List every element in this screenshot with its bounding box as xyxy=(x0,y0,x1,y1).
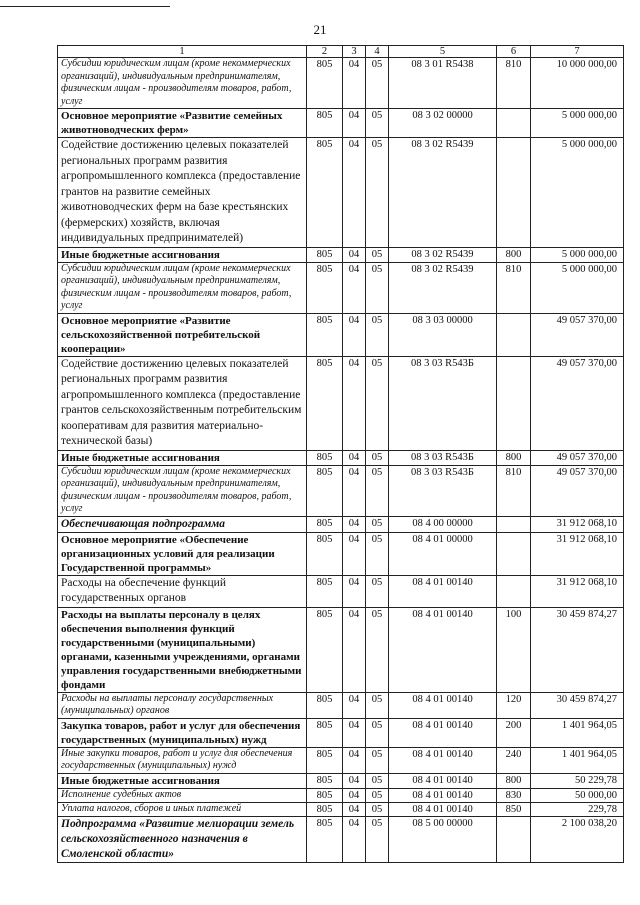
row-name: Иные бюджетные ассигнования xyxy=(58,247,307,262)
row-c7: 31 912 068,10 xyxy=(531,575,624,607)
table-row xyxy=(58,138,624,248)
row-c4: 05 xyxy=(366,313,389,356)
row-name: Иные закупки товаров, работ и услуг для обеспечения государственных (муниципальных) нужд xyxy=(58,747,307,773)
row-name: Иные бюджетные ассигнования xyxy=(58,773,307,788)
row-c2: 805 xyxy=(307,692,343,718)
row-c2: 805 xyxy=(307,109,343,138)
header-cell: 4 xyxy=(366,46,389,58)
table-row xyxy=(58,450,624,465)
table-row xyxy=(58,313,624,356)
row-c5: 08 3 03 R543Б xyxy=(389,450,497,465)
row-name: Основное мероприятие «Обеспечение организационных условий для реализации Государственной программы» xyxy=(58,532,307,575)
table-row xyxy=(58,516,624,532)
row-c4: 05 xyxy=(366,465,389,516)
table-row xyxy=(58,802,624,816)
row-c2: 805 xyxy=(307,575,343,607)
row-c7: 5 000 000,00 xyxy=(531,138,624,248)
row-c6 xyxy=(497,816,531,862)
row-c5: 08 5 00 00000 xyxy=(389,816,497,862)
row-c3: 04 xyxy=(343,465,366,516)
row-c3: 04 xyxy=(343,816,366,862)
row-c7: 31 912 068,10 xyxy=(531,516,624,532)
table-row xyxy=(58,247,624,262)
row-c6: 100 xyxy=(497,607,531,692)
header-cell: 1 xyxy=(58,46,307,58)
row-c7: 49 057 370,00 xyxy=(531,356,624,450)
row-c7: 229,78 xyxy=(531,802,624,816)
table-row xyxy=(58,773,624,788)
row-c2: 805 xyxy=(307,465,343,516)
row-c5: 08 3 02 00000 xyxy=(389,109,497,138)
row-c3: 04 xyxy=(343,718,366,747)
table-row xyxy=(58,747,624,773)
row-c4: 05 xyxy=(366,575,389,607)
row-c6: 800 xyxy=(497,247,531,262)
row-c7: 1 401 964,05 xyxy=(531,718,624,747)
row-c5: 08 3 03 R543Б xyxy=(389,465,497,516)
row-c3: 04 xyxy=(343,356,366,450)
row-c4: 05 xyxy=(366,747,389,773)
row-c4: 05 xyxy=(366,532,389,575)
row-c7: 49 057 370,00 xyxy=(531,313,624,356)
row-c5: 08 4 00 00000 xyxy=(389,516,497,532)
row-c6 xyxy=(497,138,531,248)
row-c3: 04 xyxy=(343,247,366,262)
row-c5: 08 4 01 00000 xyxy=(389,532,497,575)
row-c7: 30 459 874,27 xyxy=(531,607,624,692)
row-name: Обеспечивающая подпрограмма xyxy=(58,516,307,532)
budget-table xyxy=(57,45,624,863)
row-c7: 5 000 000,00 xyxy=(531,262,624,313)
row-c5: 08 4 01 00140 xyxy=(389,607,497,692)
row-c6: 800 xyxy=(497,773,531,788)
row-c5: 08 3 02 R5439 xyxy=(389,262,497,313)
row-c3: 04 xyxy=(343,313,366,356)
row-c6 xyxy=(497,532,531,575)
header-cell: 7 xyxy=(531,46,624,58)
row-c3: 04 xyxy=(343,109,366,138)
row-name: Расходы на выплаты персоналу государственных (муниципальных) органов xyxy=(58,692,307,718)
row-c3: 04 xyxy=(343,575,366,607)
row-c6 xyxy=(497,109,531,138)
row-c3: 04 xyxy=(343,138,366,248)
row-c6 xyxy=(497,356,531,450)
row-c4: 05 xyxy=(366,109,389,138)
row-c3: 04 xyxy=(343,773,366,788)
header-cell: 3 xyxy=(343,46,366,58)
row-c7: 50 000,00 xyxy=(531,788,624,802)
row-c2: 805 xyxy=(307,788,343,802)
row-c6: 120 xyxy=(497,692,531,718)
row-c7: 2 100 038,20 xyxy=(531,816,624,862)
row-c7: 5 000 000,00 xyxy=(531,109,624,138)
row-c3: 04 xyxy=(343,747,366,773)
row-c3: 04 xyxy=(343,802,366,816)
row-c7: 5 000 000,00 xyxy=(531,247,624,262)
row-c5: 08 4 01 00140 xyxy=(389,788,497,802)
row-c2: 805 xyxy=(307,138,343,248)
row-c2: 805 xyxy=(307,247,343,262)
row-c7: 31 912 068,10 xyxy=(531,532,624,575)
row-c4: 05 xyxy=(366,138,389,248)
row-c4: 05 xyxy=(366,58,389,109)
table-row xyxy=(58,262,624,313)
row-c3: 04 xyxy=(343,532,366,575)
row-c3: 04 xyxy=(343,692,366,718)
row-c4: 05 xyxy=(366,450,389,465)
row-name: Расходы на выплаты персоналу в целях обеспечения выполнения функций государственными (муниципальными) органами, казенными учреждениями, органами управления государственными внебюджетными фондами xyxy=(58,607,307,692)
row-c7: 10 000 000,00 xyxy=(531,58,624,109)
top-rule xyxy=(0,6,170,7)
row-name: Субсидии юридическим лицам (кроме некоммерческих организаций), индивидуальным предпринимателям, физическим лицам - производителям товаров, работ, услуг xyxy=(58,465,307,516)
row-c7: 49 057 370,00 xyxy=(531,450,624,465)
row-name: Закупка товаров, работ и услуг для обеспечения государственных (муниципальных) нужд xyxy=(58,718,307,747)
table-row xyxy=(58,607,624,692)
row-c5: 08 4 01 00140 xyxy=(389,718,497,747)
row-c2: 805 xyxy=(307,356,343,450)
row-c7: 49 057 370,00 xyxy=(531,465,624,516)
row-c3: 04 xyxy=(343,58,366,109)
table-row xyxy=(58,575,624,607)
row-c4: 05 xyxy=(366,802,389,816)
row-c4: 05 xyxy=(366,788,389,802)
row-c7: 30 459 874,27 xyxy=(531,692,624,718)
row-c6: 240 xyxy=(497,747,531,773)
row-c4: 05 xyxy=(366,718,389,747)
row-name: Подпрограмма «Развитие мелиорации земель сельскохозяйственного назначения в Смоленской области» xyxy=(58,816,307,862)
row-c5: 08 4 01 00140 xyxy=(389,747,497,773)
row-c6 xyxy=(497,516,531,532)
row-c3: 04 xyxy=(343,607,366,692)
row-c6 xyxy=(497,575,531,607)
row-c3: 04 xyxy=(343,450,366,465)
row-c4: 05 xyxy=(366,607,389,692)
table-row xyxy=(58,718,624,747)
table-row xyxy=(58,465,624,516)
table-row xyxy=(58,816,624,862)
row-c4: 05 xyxy=(366,356,389,450)
row-c5: 08 4 01 00140 xyxy=(389,692,497,718)
row-c4: 05 xyxy=(366,816,389,862)
row-c6: 200 xyxy=(497,718,531,747)
row-name: Основное мероприятие «Развитие семейных животноводческих ферм» xyxy=(58,109,307,138)
row-name: Содействие достижению целевых показателей региональных программ развития агропромышленного комплекса (предоставление грантов на развитие семейных животноводческих ферм на базе крестьянских (фермерских) хозяйств, включая индивидуальных предпринимателей) xyxy=(58,138,307,248)
header-row xyxy=(58,46,624,58)
row-c2: 805 xyxy=(307,450,343,465)
row-c6: 800 xyxy=(497,450,531,465)
row-c2: 805 xyxy=(307,58,343,109)
row-c4: 05 xyxy=(366,247,389,262)
row-name: Уплата налогов, сборов и иных платежей xyxy=(58,802,307,816)
row-name: Расходы на обеспечение функций государственных органов xyxy=(58,575,307,607)
row-c5: 08 4 01 00140 xyxy=(389,802,497,816)
row-c6: 810 xyxy=(497,262,531,313)
header-cell: 6 xyxy=(497,46,531,58)
row-c4: 05 xyxy=(366,692,389,718)
row-c4: 05 xyxy=(366,516,389,532)
row-c2: 805 xyxy=(307,747,343,773)
row-c2: 805 xyxy=(307,262,343,313)
row-c2: 805 xyxy=(307,516,343,532)
row-name: Основное мероприятие «Развитие сельскохозяйственной потребительской кооперации» xyxy=(58,313,307,356)
table-body xyxy=(58,46,624,863)
row-name: Иные бюджетные ассигнования xyxy=(58,450,307,465)
row-c6: 810 xyxy=(497,465,531,516)
row-c5: 08 3 02 R5439 xyxy=(389,247,497,262)
page-number: 21 xyxy=(313,22,327,37)
row-c3: 04 xyxy=(343,788,366,802)
row-c5: 08 3 01 R5438 xyxy=(389,58,497,109)
row-c6 xyxy=(497,313,531,356)
row-name: Содействие достижению целевых показателей региональных программ развития агропромышленного комплекса (предоставление грантов сельскохозяйственным потребительским кооперативам для развития материально-технической базы) xyxy=(58,356,307,450)
row-c4: 05 xyxy=(366,773,389,788)
row-c2: 805 xyxy=(307,718,343,747)
table-row xyxy=(58,692,624,718)
table-row xyxy=(58,356,624,450)
row-c7: 1 401 964,05 xyxy=(531,747,624,773)
row-c4: 05 xyxy=(366,262,389,313)
header-cell: 2 xyxy=(307,46,343,58)
row-c7: 50 229,78 xyxy=(531,773,624,788)
row-c3: 04 xyxy=(343,262,366,313)
row-c2: 805 xyxy=(307,532,343,575)
row-name: Субсидии юридическим лицам (кроме некоммерческих организаций), индивидуальным предпринимателям, физическим лицам - производителям товаров, работ, услуг xyxy=(58,262,307,313)
table-row xyxy=(58,58,624,109)
row-c5: 08 3 02 R5439 xyxy=(389,138,497,248)
table-row xyxy=(58,532,624,575)
row-c5: 08 4 01 00140 xyxy=(389,575,497,607)
row-c2: 805 xyxy=(307,607,343,692)
table-row xyxy=(58,109,624,138)
row-name: Исполнение судебных актов xyxy=(58,788,307,802)
table-row xyxy=(58,788,624,802)
header-cell: 5 xyxy=(389,46,497,58)
row-c2: 805 xyxy=(307,313,343,356)
row-c5: 08 3 03 00000 xyxy=(389,313,497,356)
row-c5: 08 3 03 R543Б xyxy=(389,356,497,450)
row-c2: 805 xyxy=(307,773,343,788)
row-name: Субсидии юридическим лицам (кроме некоммерческих организаций), индивидуальным предпринимателям, физическим лицам - производителям товаров, работ, услуг xyxy=(58,58,307,109)
row-c5: 08 4 01 00140 xyxy=(389,773,497,788)
row-c6: 810 xyxy=(497,58,531,109)
row-c3: 04 xyxy=(343,516,366,532)
row-c2: 805 xyxy=(307,802,343,816)
row-c6: 850 xyxy=(497,802,531,816)
row-c6: 830 xyxy=(497,788,531,802)
row-c2: 805 xyxy=(307,816,343,862)
